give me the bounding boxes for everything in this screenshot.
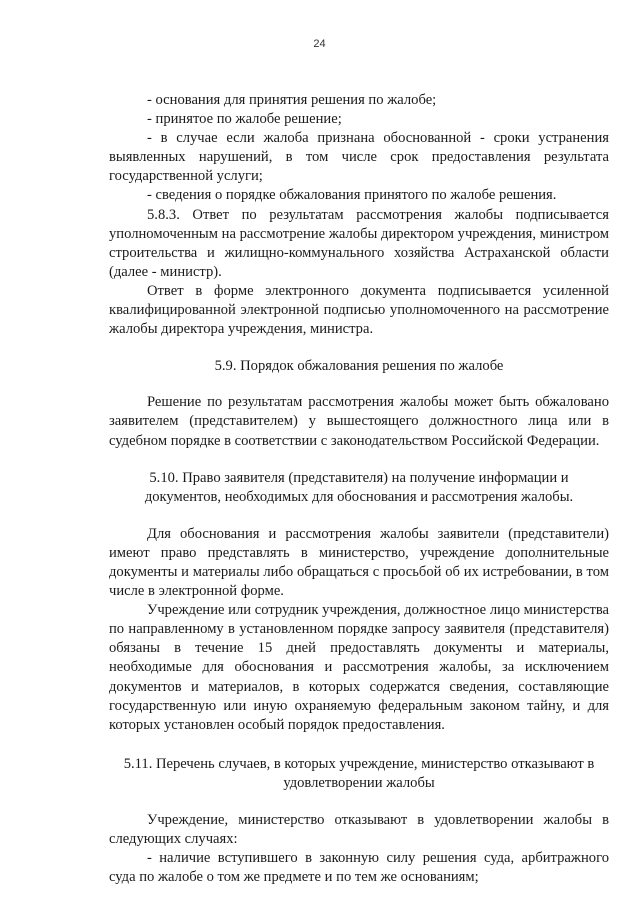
paragraph-appeal-decision: Решение по результатам рассмотрения жалобы может быть обжаловано заявителем (представителем) у вышестоящего должностного лица или в судебном порядке в соответствии с законодательством Российской Федерации. — [109, 394, 609, 449]
list-item-decision: - принятое по жалобе решение; — [147, 111, 342, 128]
section-heading-5-10-line1: 5.10. Право заявителя (представителя) на получение информации и — [149, 469, 569, 486]
section-heading-5-11-line2: удовлетворении жалобы — [283, 774, 435, 791]
section-heading-5-11-line1: 5.11. Перечень случаев, в которых учреждение, министерство отказывают в — [123, 755, 595, 772]
section-heading-5-11 — [109, 755, 609, 793]
page-number: 24 — [313, 38, 326, 50]
section-heading-5-10-line2: документов, необходимых для обоснования и рассмотрения жалобы. — [144, 488, 574, 505]
list-item-grounds: - основания для принятия решения по жалобе; — [147, 92, 437, 108]
paragraph-right-to-submit: Для обоснования и рассмотрения жалобы заявители (представители) имеют право представлять в министерство, учреждение дополнительные документы и материалы либо обращаться с просьбой об их истребовании, в том числе в электронной форме. — [109, 525, 609, 600]
paragraph-refusal-cases: Учреждение, министерство отказывают в удовлетворении жалобы в следующих случаях: — [109, 812, 609, 848]
paragraph-electronic-signature: Ответ в форме электронного документа подписывается усиленной квалифицированной электронной подписью уполномоченного на рассмотрение жалобы директора учреждения, министра. — [109, 282, 609, 338]
list-item-deadlines: - в случае если жалоба признана обоснованной - сроки устранения выявленных нарушений, в том числе срок предоставления результата государственной услуги; — [109, 130, 609, 185]
list-item-court-decision: - наличие вступившего в законную силу решения суда, арбитражного суда по жалобе о том же предмете и по тем же основаниям; — [109, 850, 609, 886]
document-body — [109, 91, 609, 887]
section-heading-5-10 — [109, 469, 609, 507]
paragraph-5-8-3: 5.8.3. Ответ по результатам рассмотрения жалобы подписывается уполномоченным на рассмотрение жалобы директором учреждения, министром строительства и жилищно-коммунального хозяйства Астраханской области (далее - министр). — [109, 206, 609, 280]
section-heading-5-9: 5.9. Порядок обжалования решения по жалобе — [214, 358, 504, 375]
list-item-appeal-info: - сведения о порядке обжалования принятого по жалобе решения. — [147, 187, 557, 204]
paragraph-obligation-to-provide: Учреждение или сотрудник учреждения, должностное лицо министерства по направленному в установленном порядке запросу заявителя (представителя) обязаны в течение 15 дней предоставлять документы и материалы, необходимые для обоснования и рассмотрения жалобы, за исключением документов и материалов, в которых содержатся сведения, составляющие государственную или иную охраняемую федеральным законом тайну, и для которых установлен особый порядок предоставления. — [109, 602, 609, 733]
